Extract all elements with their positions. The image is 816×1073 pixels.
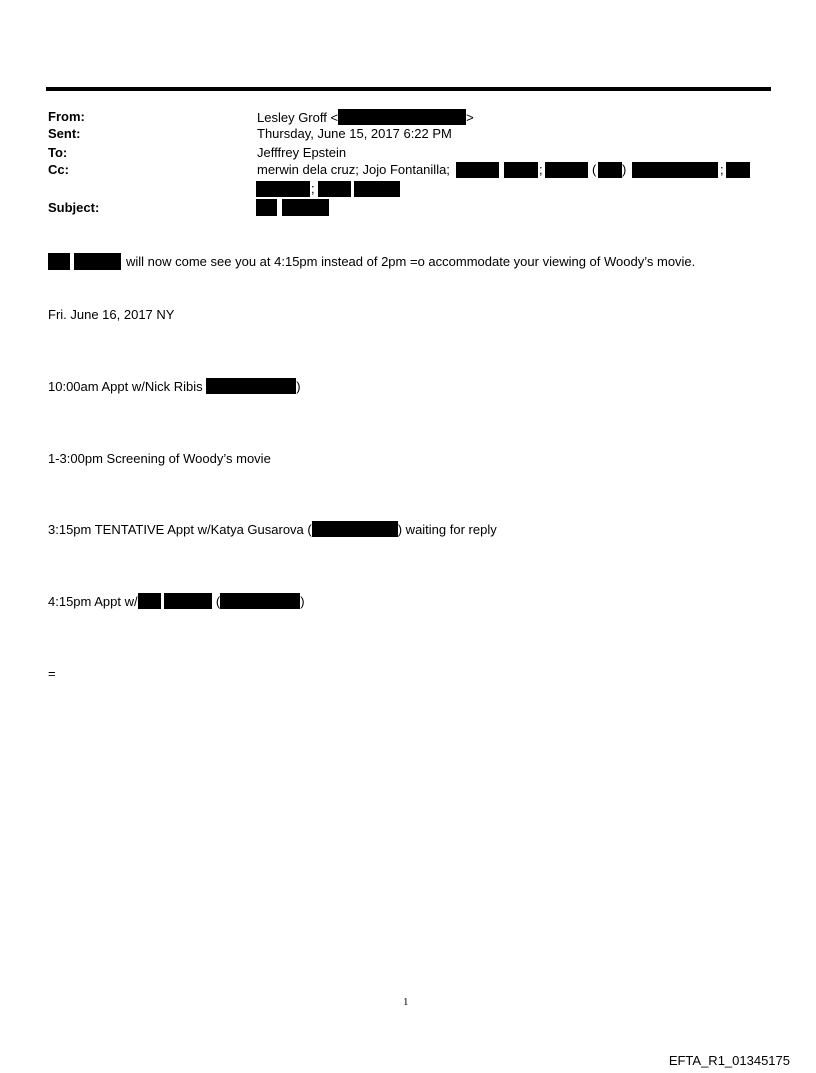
redaction-block (312, 521, 398, 537)
redaction-block (354, 181, 400, 197)
appointment-4-close: ) (300, 594, 305, 609)
appointment-3-after: ) waiting for reply (397, 522, 497, 537)
redaction-block (632, 162, 718, 178)
redaction-block (220, 593, 300, 609)
cc-separator: ; (539, 162, 543, 177)
to-value: Jefffrey Epstein (257, 145, 347, 160)
appointment-2: 1-3:00pm Screening of Woody’s movie (48, 451, 271, 466)
redaction-block (282, 199, 329, 216)
body-first-line: will now come see you at 4:15pm instead of 2pm =o accommodate your viewing of Woody’s movie. (126, 254, 696, 269)
appointment-1-text: 10:00am Appt w/Nick Ribis (48, 379, 203, 394)
to-label: To: (48, 145, 68, 160)
appointment-1 (48, 378, 301, 396)
appointment-4 (48, 593, 305, 611)
from-close: > (466, 110, 474, 125)
redaction-block (138, 593, 161, 609)
redaction-block (48, 253, 70, 270)
redaction-block (256, 181, 310, 197)
from-label: From: (48, 109, 85, 124)
schedule-date: Fri. June 16, 2017 NY (48, 307, 175, 322)
sent-value: Thursday, June 15, 2017 6:22 PM (257, 126, 452, 141)
appointment-3 (48, 521, 497, 539)
cc-separator: ; (311, 181, 315, 196)
cc-paren-close: ) (622, 162, 627, 177)
trailing-equals: = (48, 666, 56, 681)
redaction-block (598, 162, 622, 178)
sent-label: Sent: (48, 126, 81, 141)
header-rule (46, 87, 771, 91)
appointment-4-text: 4:15pm Appt w/ (48, 594, 138, 609)
redaction-block (726, 162, 750, 178)
cc-value: merwin dela cruz; Jojo Fontanilla; (257, 162, 450, 177)
redaction-block (504, 162, 538, 178)
appointment-1-close: ) (296, 379, 301, 394)
redaction-block (74, 253, 121, 270)
subject-label: Subject: (48, 200, 100, 215)
document-id: EFTA_R1_01345175 (668, 1053, 790, 1068)
redaction-block (338, 109, 466, 125)
redaction-block (318, 181, 351, 197)
redaction-block (164, 593, 212, 609)
from-value (257, 109, 474, 126)
cc-separator: ; (720, 162, 724, 177)
redaction-block (545, 162, 588, 178)
redaction-block (456, 162, 499, 178)
cc-label: Cc: (48, 162, 69, 177)
redaction-block (256, 199, 277, 216)
redaction-block (206, 378, 296, 394)
appointment-4-open: ( (215, 594, 221, 609)
cc-paren-open: ( (592, 162, 597, 177)
appointment-3-text: 3:15pm TENTATIVE Appt w/Katya Gusarova ( (48, 522, 312, 537)
page-number: 1 (403, 996, 409, 1008)
from-name: Lesley Groff < (257, 110, 339, 125)
